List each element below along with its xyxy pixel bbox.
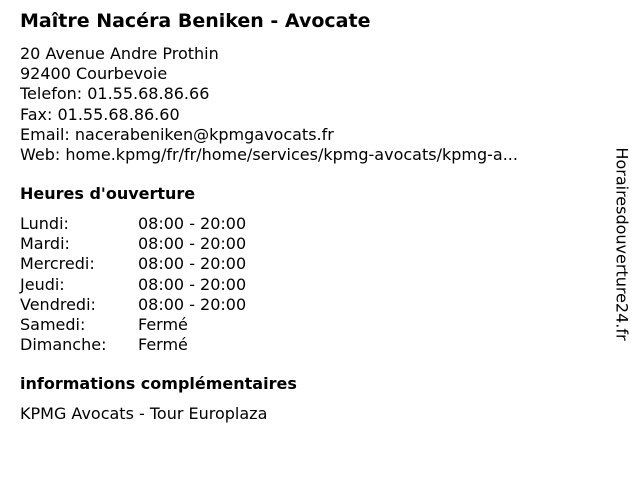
opening-hours-table bbox=[20, 214, 246, 355]
hours-day: Dimanche: bbox=[20, 335, 107, 355]
fax-number: Fax: 01.55.68.86.60 bbox=[20, 104, 180, 124]
phone-number: Telefon: 01.55.68.86.66 bbox=[20, 84, 210, 104]
hours-day: Vendredi: bbox=[20, 294, 96, 314]
page-title: Maître Nacéra Beniken - Avocate bbox=[20, 10, 371, 32]
hours-time: Fermé bbox=[138, 335, 188, 355]
hours-time: 08:00 - 20:00 bbox=[138, 234, 247, 254]
hours-time: 08:00 - 20:00 bbox=[138, 274, 247, 294]
hours-row bbox=[20, 214, 246, 234]
info-heading: informations complémentaires bbox=[20, 374, 297, 393]
address-street: 20 Avenue Andre Prothin bbox=[20, 44, 219, 63]
info-text: KPMG Avocats - Tour Europlaza bbox=[20, 404, 268, 423]
hours-row bbox=[20, 254, 246, 274]
hours-row bbox=[20, 234, 246, 254]
hours-heading: Heures d'ouverture bbox=[20, 184, 196, 203]
hours-time: Fermé bbox=[138, 315, 188, 335]
hours-row bbox=[20, 335, 246, 355]
hours-day: Mercredi: bbox=[20, 254, 95, 274]
address-city: 92400 Courbevoie bbox=[20, 64, 168, 84]
hours-day: Lundi: bbox=[20, 214, 69, 233]
hours-day: Jeudi: bbox=[20, 274, 65, 294]
hours-row bbox=[20, 275, 246, 295]
hours-time: 08:00 - 20:00 bbox=[138, 254, 247, 274]
hours-time: 08:00 - 20:00 bbox=[138, 294, 247, 314]
hours-day: Samedi: bbox=[20, 315, 86, 335]
email-address: Email: nacerabeniken@kpmgavocats.fr bbox=[20, 124, 334, 144]
hours-row bbox=[20, 295, 246, 315]
hours-time: 08:00 - 20:00 bbox=[138, 214, 247, 233]
hours-row bbox=[20, 315, 246, 335]
hours-day: Mardi: bbox=[20, 234, 70, 254]
website-link[interactable]: Web: home.kpmg/fr/fr/home/services/kpmg-avocats/kpmg-a... bbox=[20, 145, 518, 165]
contact-block bbox=[20, 44, 518, 165]
side-brand-watermark: Horairesdouverture24.fr bbox=[612, 147, 632, 341]
